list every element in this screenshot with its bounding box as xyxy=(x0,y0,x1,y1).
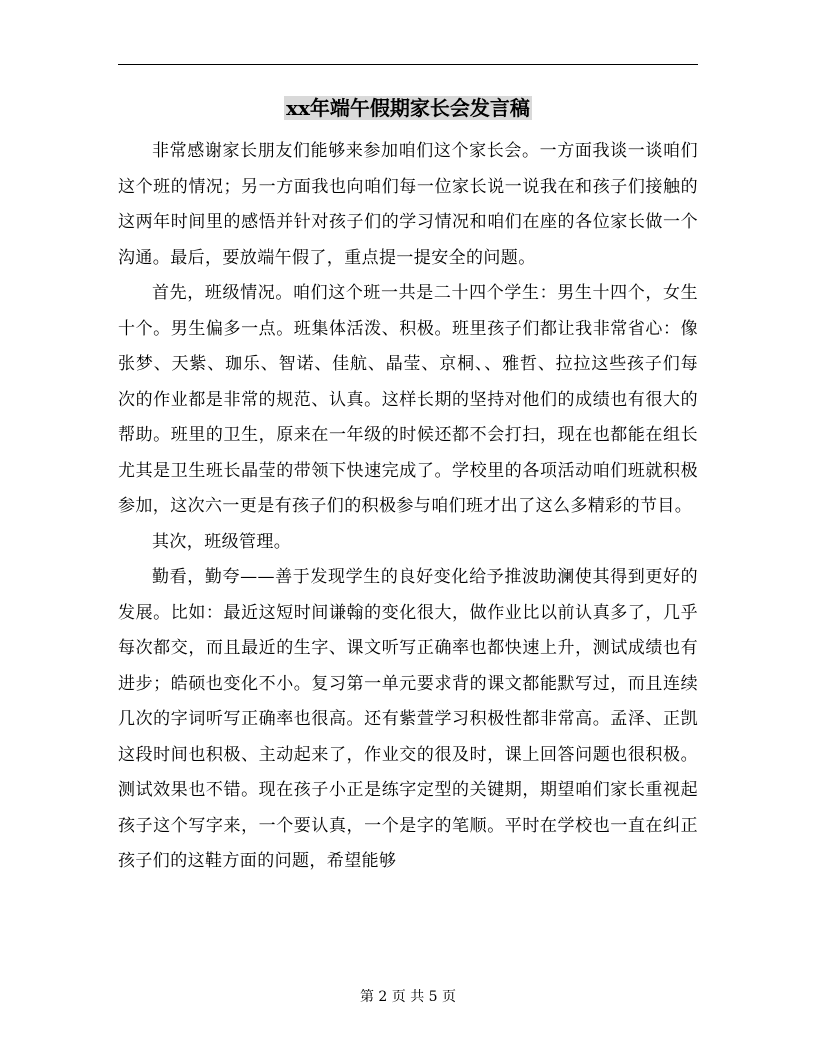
page-footer xyxy=(0,987,816,1007)
paragraph-class-management-heading: 其次，班级管理。 xyxy=(152,531,292,552)
document-title-text: xx年端午假期家长会发言稿 xyxy=(286,96,530,120)
page-number: 第 2 页 共 5 页 xyxy=(359,989,457,1005)
paragraph-class-situation: 首先，班级情况。咱们这个班一共是二十四个学生：男生十四个，女生十个。男生偏多一点。班集体活泼、积极。班里孩子们都让我非常省心：像张梦、天紫、珈乐、智诺、佳航、晶莹、京桐、、雅哲、拉拉这些孩子们每次的作业都是非常的规范、认真。这样长期的坚持对他们的成绩也有很大的帮助。班里的卫生，原来在一年级的时候还都不会打扫，现在也都能在组长尤其是卫生班长晶莹的带领下快速完成了。学校里的各项活动咱们班就积极参加，这次六一更是有孩子们的积极参与咱们班才出了这么多精彩的节目。 xyxy=(118,283,698,516)
document-body xyxy=(118,134,698,880)
paragraph-class-management: 勤看，勤夸——善于发现学生的良好变化给予推波助澜使其得到更好的发展。比如：最近这短时间谦翰的变化很大，做作业比以前认真多了，几乎每次都交，而且最近的生字、课文听写正确率也都快速上升，测试成绩也有进步；皓硕也变化不小。复习第一单元要求背的课文都能默写过，而且连续几次的字词听写正确率也很高。还有紫萱学习积极性都非常高。孟泽、正凯这段时间也积极、主动起来了，作业交的很及时，课上回答问题也很积极。测试效果也不错。现在孩子小正是练字定型的关键期，期望咱们家长重视起孩子这个写字来，一个要认真，一个是字的笔顺。平时在学校也一直在纠正孩子们的这鞋方面的问题，希望能够 xyxy=(118,567,698,871)
header-rule xyxy=(118,64,698,65)
document-title xyxy=(118,94,698,122)
paragraph-intro: 非常感谢家长朋友们能够来参加咱们这个家长会。一方面我谈一谈咱们这个班的情况；另一方面我也向咱们每一位家长说一说我在和孩子们接触的这两年时间里的感悟并针对孩子们的学习情况和咱们在座的各位家长做一个沟通。最后，要放端午假了，重点提一提安全的问题。 xyxy=(118,141,698,268)
